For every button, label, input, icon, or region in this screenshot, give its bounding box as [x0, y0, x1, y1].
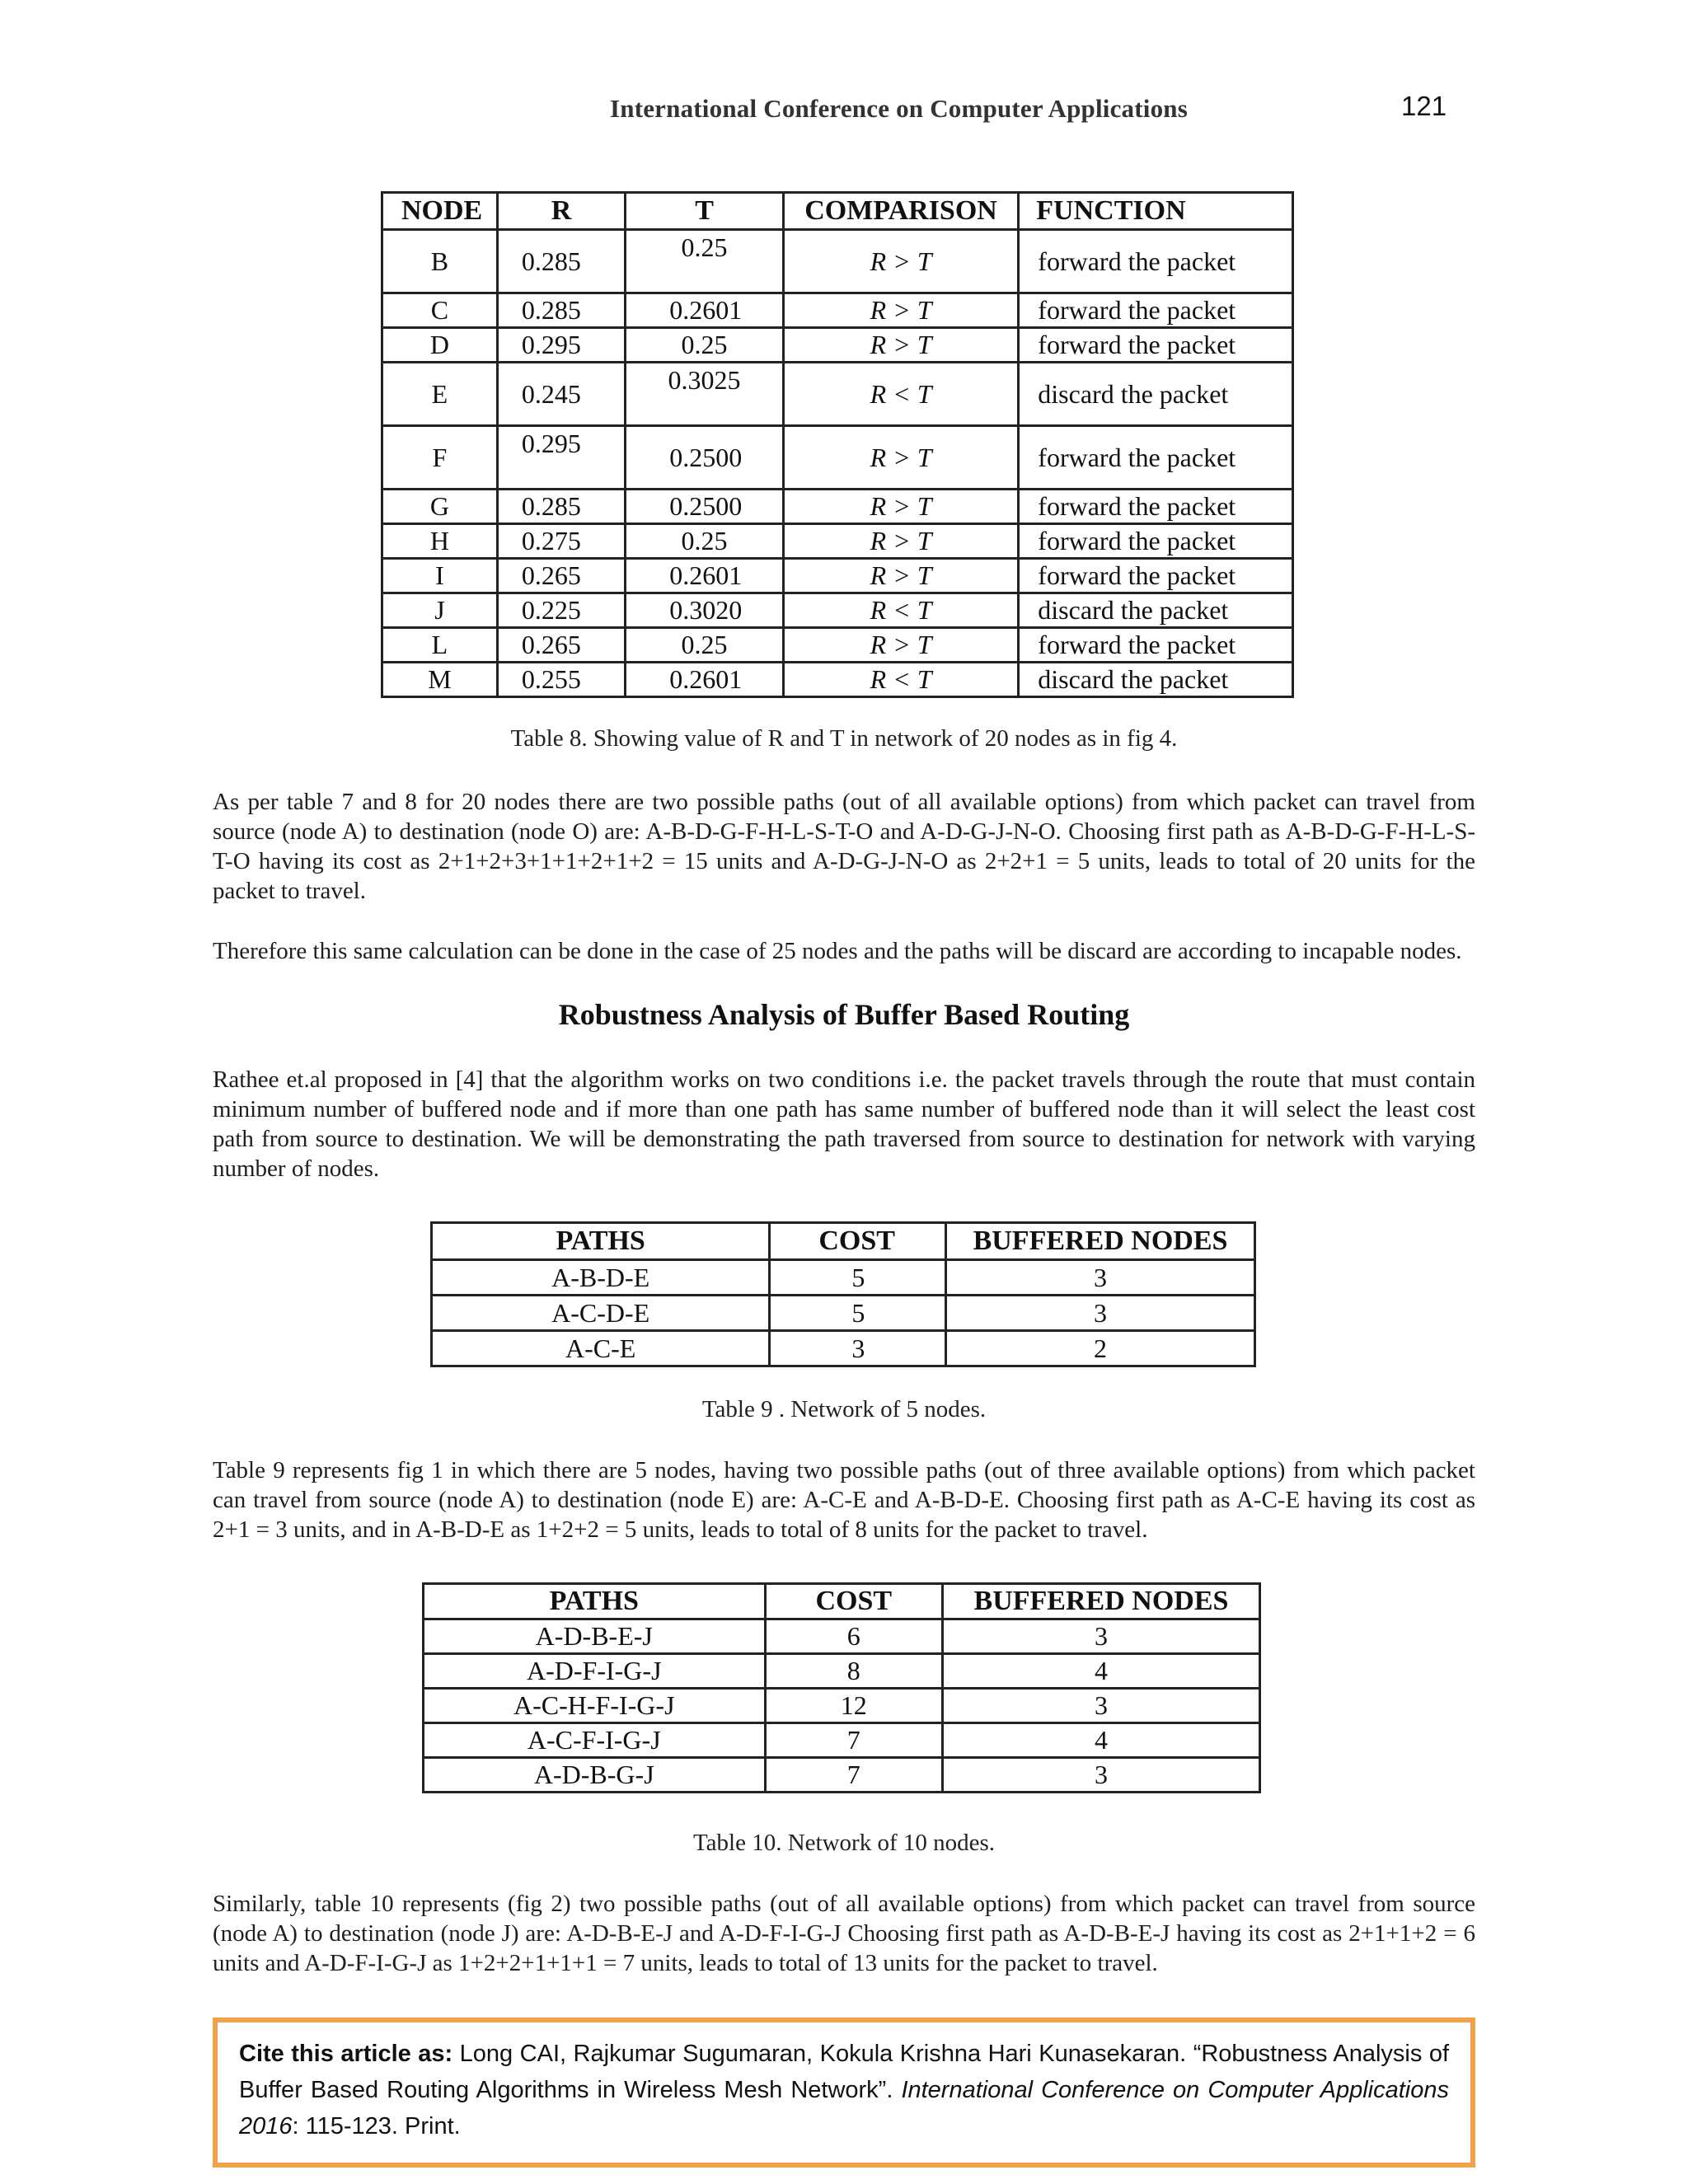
comparison-cell: R > T [783, 628, 1019, 663]
citation-authors: Long CAI, Rajkumar Sugumaran, Kokula Krishna Hari Kunasekaran. [459, 2041, 1187, 2067]
path-cell: A-B-D-E [432, 1260, 770, 1296]
section-heading: Robustness Analysis of Buffer Based Routing [558, 998, 1130, 1031]
node-cell: L [382, 628, 498, 663]
paragraph-paths-20-nodes: As per table 7 and 8 for 20 nodes there are two possible paths (out of all available options) from which packet can travel from source (node A) to destination (node O) are: A-B-D-G-F-H-L-S-T-O and A-D-G-J-N-O. Choosing first path as A-B-D-G-F-H-L-S-T-O having its cost as 2+1+2+3+1+1+2+1+2 = 15 units and A-D-G-J-N-O as 2+2+1 = 5 units, leads to total of 20 units for the packet to travel. [213, 789, 1475, 904]
r-cell: 0.285 [497, 293, 625, 328]
function-cell: forward the packet [1019, 490, 1293, 524]
table-row [432, 1296, 1255, 1331]
node-cell: G [382, 490, 498, 524]
node-cell: B [382, 230, 498, 293]
table-9 [430, 1221, 1256, 1367]
buffered-cell: 3 [946, 1296, 1255, 1331]
buffered-cell: 3 [942, 1758, 1259, 1793]
node-cell: J [382, 593, 498, 628]
table-8-caption: Table 8. Showing value of R and T in network of 20 nodes as in fig 4. [510, 725, 1178, 752]
paragraph-table-10: Similarly, table 10 represents (fig 2) two possible paths (out of all available options) from which packet can travel from source (node A) to destination (node J) are: A-D-B-E-J and A-D-F-I-G-J Choosing first path as A-D-B-E-J having its cost as 2+1+1+2 = 6 units and A-D-F-I-G-J as 1+2+2+1+1+1 = 7 units, leads to total of 13 units for the packet to travel. [213, 1891, 1475, 1976]
r-cell: 0.295 [497, 426, 625, 490]
function-cell: forward the packet [1019, 524, 1293, 559]
r-cell: 0.255 [497, 663, 625, 697]
column-header: NODE [382, 193, 498, 230]
t-cell: 0.3025 [626, 363, 784, 426]
table-row [424, 1654, 1260, 1689]
table-10-caption: Table 10. Network of 10 nodes. [692, 1830, 996, 1856]
t-cell: 0.2500 [626, 426, 784, 490]
paragraph-25-nodes: Therefore this same calculation can be done in the case of 25 nodes and the paths will be discard are according to incapable nodes. [213, 938, 1462, 964]
function-cell: discard the packet [1019, 363, 1293, 426]
column-header: R [497, 193, 625, 230]
citation-box [213, 2018, 1475, 2168]
citation-venue: International Conference on Computer Applications 2016 [239, 2077, 1449, 2139]
table-row [382, 490, 1293, 524]
r-cell: 0.295 [497, 328, 625, 363]
table-row [382, 663, 1293, 697]
r-cell: 0.285 [497, 230, 625, 293]
node-cell: M [382, 663, 498, 697]
r-cell: 0.265 [497, 628, 625, 663]
table-10 [422, 1582, 1261, 1793]
comparison-cell: R > T [783, 490, 1019, 524]
table-row [382, 293, 1293, 328]
table-8 [381, 191, 1294, 698]
table-row [424, 1619, 1260, 1654]
comparison-cell: R > T [783, 293, 1019, 328]
table-row [382, 328, 1293, 363]
table-row [382, 628, 1293, 663]
comparison-cell: R > T [783, 230, 1019, 293]
comparison-cell: R > T [783, 328, 1019, 363]
function-cell: forward the packet [1019, 230, 1293, 293]
t-cell: 0.25 [626, 628, 784, 663]
paragraph-rathee-algorithm: Rathee et.al proposed in [4] that the algorithm works on two conditions i.e. the packet travels through the route that must contain minimum number of buffered node and if more than one path has same number of buffered node than it will select the least cost path from source to destination. We will be demonstrating the path traversed from source to destination for network with varying number of nodes. [213, 1066, 1475, 1182]
buffered-cell: 2 [946, 1331, 1255, 1366]
paragraph-table-9: Table 9 represents fig 1 in which there are 5 nodes, having two possible paths (out of three available options) from which packet can travel from source (node A) to destination (node E) are: A-C-E and A-B-D-E. Choosing first path as A-C-E having its cost as 2+1 = 3 units, and in A-B-D-E as 1+2+2 = 5 units, leads to total of 8 units for the packet to travel. [213, 1457, 1475, 1543]
running-header: International Conference on Computer Applications [610, 94, 1189, 123]
t-cell: 0.2500 [626, 490, 784, 524]
table-row [424, 1723, 1260, 1758]
t-cell: 0.2601 [626, 293, 784, 328]
table-row [382, 230, 1293, 293]
comparison-cell: R < T [783, 363, 1019, 426]
table-row [432, 1260, 1255, 1296]
t-cell: 0.25 [626, 230, 784, 293]
path-cell: A-C-H-F-I-G-J [424, 1689, 766, 1723]
comparison-cell: R > T [783, 524, 1019, 559]
buffered-cell: 3 [942, 1689, 1259, 1723]
r-cell: 0.225 [497, 593, 625, 628]
citation-label: Cite this article as: [239, 2041, 453, 2067]
table-header-row [432, 1223, 1255, 1260]
citation-pages: : 115-123. Print. [292, 2113, 461, 2139]
node-cell: I [382, 559, 498, 593]
r-cell: 0.245 [497, 363, 625, 426]
cost-cell: 5 [770, 1296, 946, 1331]
table-row [382, 363, 1293, 426]
t-cell: 0.25 [626, 328, 784, 363]
comparison-cell: R > T [783, 426, 1019, 490]
column-header: PATHS [432, 1223, 770, 1260]
buffered-cell: 3 [942, 1619, 1259, 1654]
cost-cell: 5 [770, 1260, 946, 1296]
path-cell: A-D-B-G-J [424, 1758, 766, 1793]
function-cell: forward the packet [1019, 628, 1293, 663]
cost-cell: 6 [765, 1619, 942, 1654]
function-cell: forward the packet [1019, 559, 1293, 593]
cost-cell: 7 [765, 1758, 942, 1793]
r-cell: 0.265 [497, 559, 625, 593]
t-cell: 0.2601 [626, 663, 784, 697]
column-header: FUNCTION [1019, 193, 1293, 230]
cost-cell: 7 [765, 1723, 942, 1758]
r-cell: 0.275 [497, 524, 625, 559]
r-cell: 0.285 [497, 490, 625, 524]
node-cell: F [382, 426, 498, 490]
column-header: BUFFERED NODES [946, 1223, 1255, 1260]
buffered-cell: 4 [942, 1654, 1259, 1689]
table-header-row [382, 193, 1293, 230]
node-cell: E [382, 363, 498, 426]
column-header: T [626, 193, 784, 230]
table-row [382, 593, 1293, 628]
t-cell: 0.25 [626, 524, 784, 559]
function-cell: forward the packet [1019, 293, 1293, 328]
buffered-cell: 4 [942, 1723, 1259, 1758]
table-9-caption: Table 9 . Network of 5 nodes. [701, 1396, 987, 1422]
t-cell: 0.3020 [626, 593, 784, 628]
cost-cell: 12 [765, 1689, 942, 1723]
table-row [424, 1758, 1260, 1793]
node-cell: D [382, 328, 498, 363]
comparison-cell: R < T [783, 663, 1019, 697]
path-cell: A-D-B-E-J [424, 1619, 766, 1654]
path-cell: A-C-E [432, 1331, 770, 1366]
table-row [382, 524, 1293, 559]
column-header: COST [770, 1223, 946, 1260]
cost-cell: 8 [765, 1654, 942, 1689]
table-row [382, 426, 1293, 490]
function-cell: discard the packet [1019, 663, 1293, 697]
citation-title: “Robustness Analysis of Buffer Based Routing Algorithms in Wireless Mesh Network”. [239, 2041, 1450, 2103]
node-cell: H [382, 524, 498, 559]
column-header: COMPARISON [783, 193, 1019, 230]
node-cell: C [382, 293, 498, 328]
function-cell: discard the packet [1019, 593, 1293, 628]
path-cell: A-C-F-I-G-J [424, 1723, 766, 1758]
column-header: BUFFERED NODES [942, 1584, 1259, 1619]
column-header: PATHS [424, 1584, 766, 1619]
table-header-row [424, 1584, 1260, 1619]
function-cell: forward the packet [1019, 426, 1293, 490]
comparison-cell: R > T [783, 559, 1019, 593]
table-row [382, 559, 1293, 593]
t-cell: 0.2601 [626, 559, 784, 593]
path-cell: A-D-F-I-G-J [424, 1654, 766, 1689]
cost-cell: 3 [770, 1331, 946, 1366]
comparison-cell: R < T [783, 593, 1019, 628]
table-row [424, 1689, 1260, 1723]
buffered-cell: 3 [946, 1260, 1255, 1296]
function-cell: forward the packet [1019, 328, 1293, 363]
column-header: COST [765, 1584, 942, 1619]
page-number: 121 [1401, 91, 1447, 121]
table-row [432, 1331, 1255, 1366]
path-cell: A-C-D-E [432, 1296, 770, 1331]
